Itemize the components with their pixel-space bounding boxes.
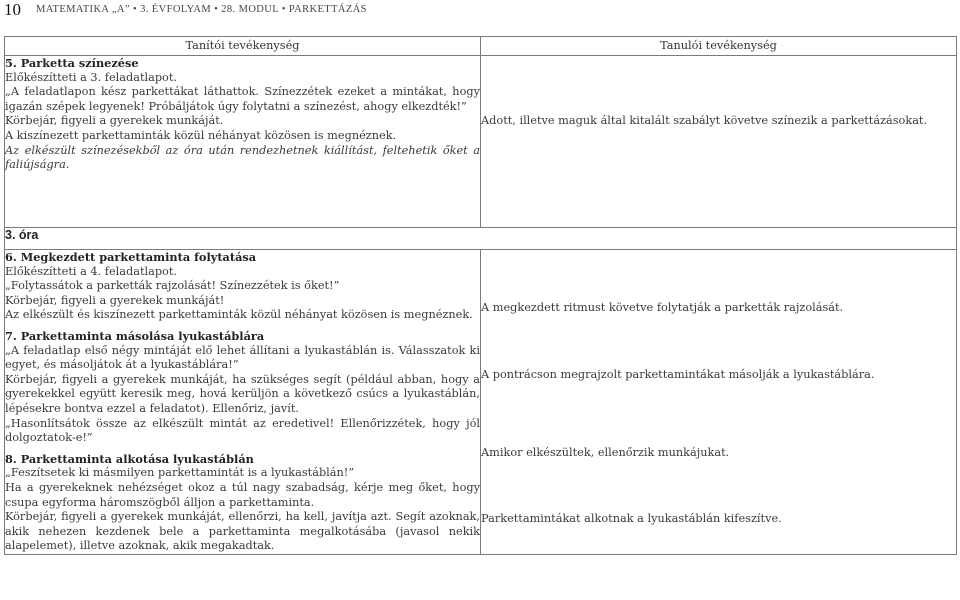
section8-line: Ha a gyerekeknek nehézséget okoz a túl nagy szabadság, kérje meg őket, hogy csupa egyforma háromszögből álljon a parkettamintа. bbox=[5, 480, 480, 509]
student-column-header: Tanulói tevékenység bbox=[481, 37, 957, 56]
running-head: MATEMATIKA „A” • 3. ÉVFOLYAM • 28. MODUL • PARKETTÁZÁS bbox=[36, 4, 367, 15]
lesson-divider bbox=[5, 228, 957, 250]
section8-title: 8. Parkettaminta alkotása lyukastáblán bbox=[5, 451, 254, 466]
sections-6-8-student-cell bbox=[481, 250, 957, 555]
lesson-label: 3. óra bbox=[5, 228, 39, 242]
section6-line: Előkészítteti a 4. feladatlapot. bbox=[5, 264, 177, 278]
table-row bbox=[5, 250, 957, 555]
section6-title: 6. Megkezdett parkettaminta folytatása bbox=[5, 250, 257, 264]
section6-line: Körbejár, figyeli a gyerekek munkáját! bbox=[5, 293, 225, 307]
section7-student-text: A pontrácson megrajzolt parkettamintákat másolják a lyukastáblára. bbox=[481, 367, 875, 381]
section7-title: 7. Parkettaminta másolása lyukastáblára bbox=[5, 328, 265, 343]
page-header bbox=[0, 0, 960, 22]
section5-title: 5. Parketta színezése bbox=[5, 56, 139, 70]
section5-student-cell bbox=[481, 56, 957, 228]
page-number: 10 bbox=[4, 0, 21, 19]
section8-student-text: Parkettamintákat alkotnak a lyukastáblán kifeszítve. bbox=[481, 511, 782, 525]
table-header-row bbox=[5, 37, 957, 56]
section5-line: Körbejár, figyeli a gyerekek munkáját. bbox=[5, 114, 224, 128]
section7-line: „Hasonlítsátok össze az elkészült mintát az eredetivel! Ellenőrizzétek, hogy jól dolgoztatok-e!” bbox=[5, 416, 480, 445]
section5-line: Előkészítteti a 3. feladatlapot. bbox=[5, 70, 177, 84]
table-row bbox=[5, 56, 957, 228]
section6-line: „Folytassátok a parketták rajzolását! Színezzétek is őket!” bbox=[5, 279, 340, 293]
section5-teacher-cell bbox=[5, 56, 481, 228]
section6-line: Az elkészült és kiszínezett parkettaminták közül néhányat közösen is megnéznek. bbox=[5, 308, 473, 322]
section7-line: Körbejár, figyeli a gyerekek munkáját, ha szükséges segít (például abban, hogy a gyerekekkel együtt keresik meg, hová kerüljön a következő csúcs a lyukastáblán, lépésekre bontva ezzel a feladatot). Ellenőriz, javít. bbox=[5, 372, 480, 415]
teacher-column-header: Tanítói tevékenység bbox=[5, 37, 481, 56]
lesson-divider-row bbox=[5, 228, 957, 250]
section5-line: „A feladatlapon kész parkettákat láthattok. Színezzétek ezeket a mintákat, hogy igazán szépek legyenek! Próbáljátok úgy folytatni a színezést, ahogy elkezdték!” bbox=[5, 85, 480, 113]
section5-line: A kiszínezett parkettaminták közül néhányat közösen is megnéznek. bbox=[5, 128, 397, 142]
section8-line: Körbejár, figyeli a gyerekek munkáját, ellenőrzi, ha kell, javítja azt. Segít azoknak, akik nehezen kezdenek bele a parkettaminta megalkotásába (javasol nekik alapelemet), illetve azoknak, akik megakadtak. bbox=[5, 510, 480, 553]
section8-line: „Feszítsetek ki másmilyen parkettamintát is a lyukastáblán!” bbox=[5, 466, 355, 480]
activity-table bbox=[4, 36, 957, 555]
section6-student-text: A megkezdett ritmust követve folytatják a parketták rajzolását. bbox=[481, 301, 844, 314]
section5-student-text: Adott, illetve maguk által kitalált szabályt követve színezik a parkettázásokat. bbox=[481, 114, 928, 127]
section5-note: Az elkészült színezésekből az óra után rendezhetnek kiállítást, feltehetik őket a faliújságra. bbox=[5, 143, 480, 172]
section7-student-text-2: Amikor elkészültek, ellenőrzik munkájukat. bbox=[481, 446, 730, 460]
section7-line: „A feladatlap első négy mintáját elő lehet állítani a lyukastáblán is. Válasszatok ki egyet, és másoljátok át a lyukastáblára!” bbox=[5, 343, 480, 372]
sections-6-8-teacher-cell bbox=[5, 250, 481, 555]
